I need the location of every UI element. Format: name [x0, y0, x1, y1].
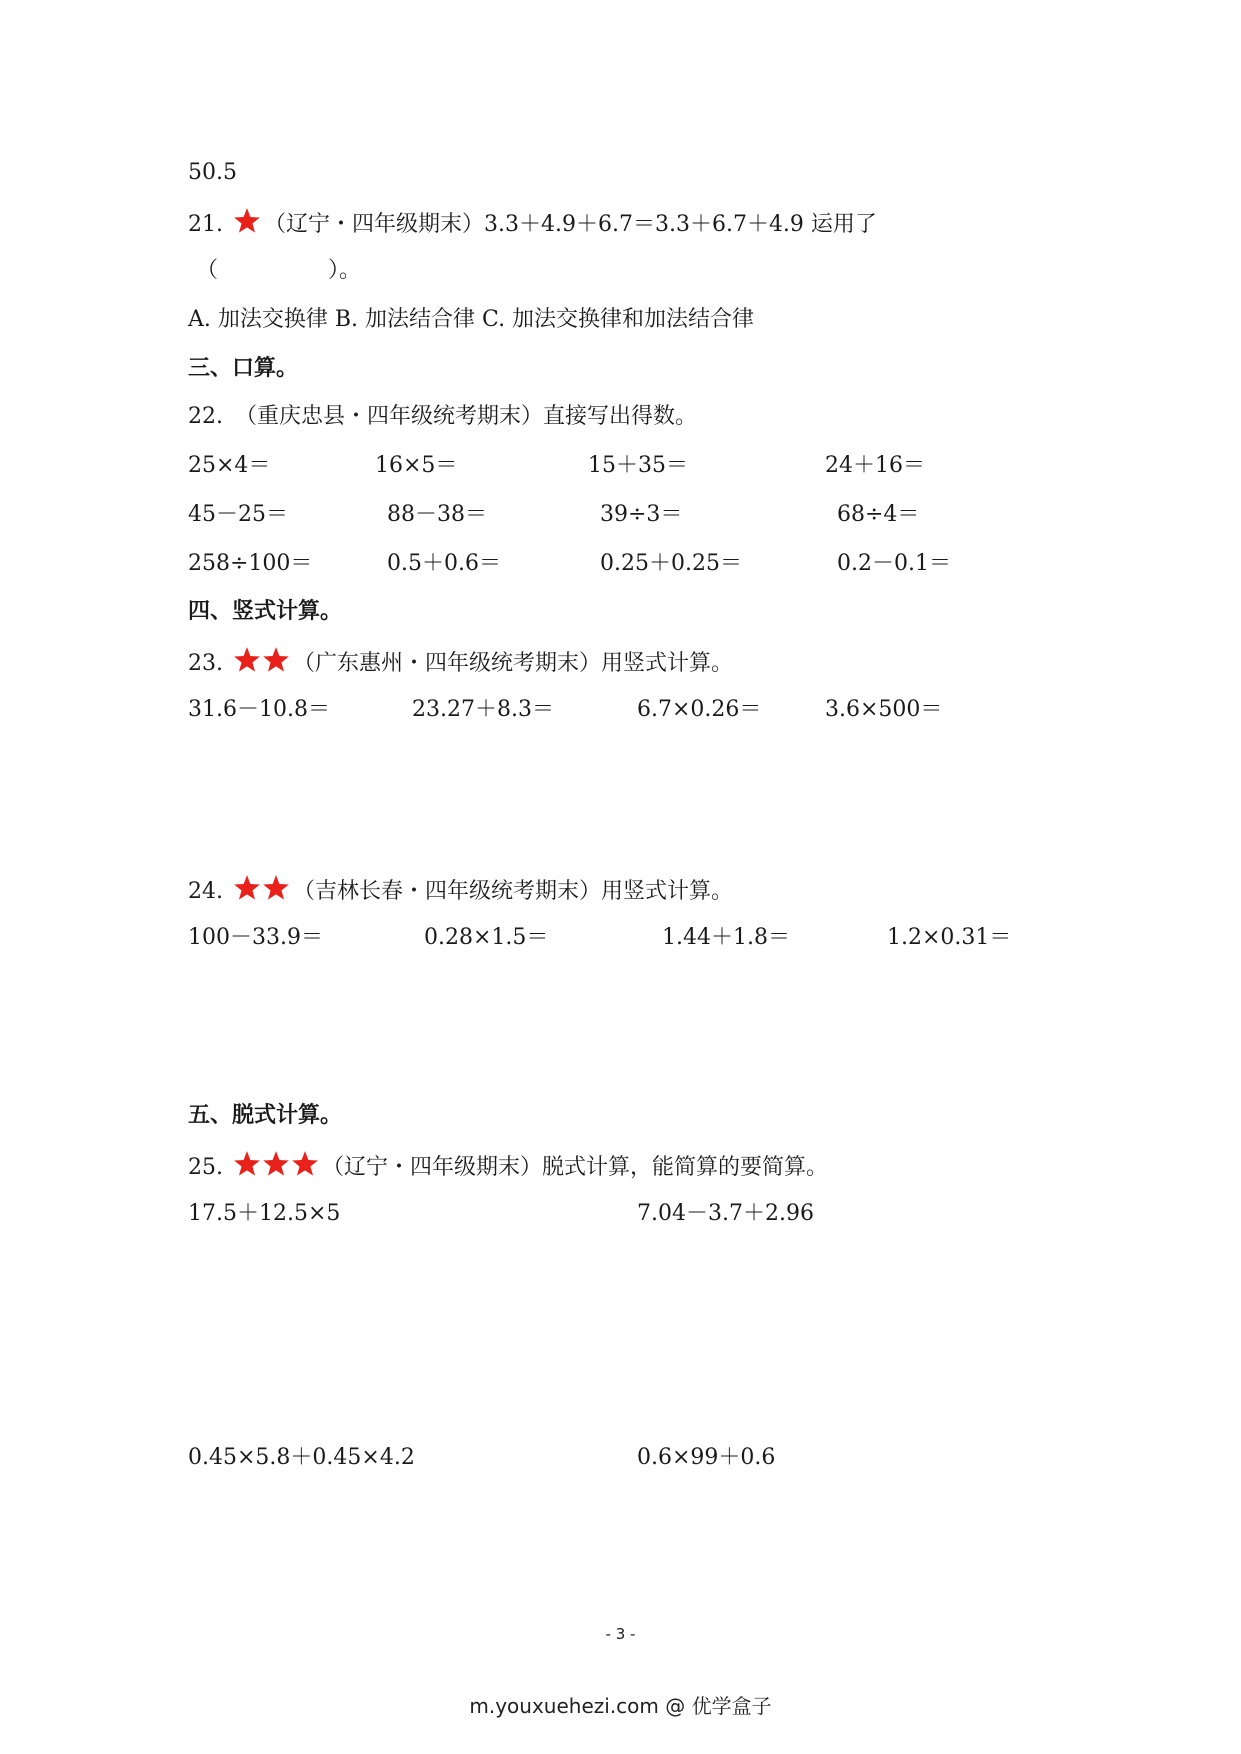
question-25	[188, 1150, 828, 1187]
mental-math-item: 0.5＋0.6＝	[387, 551, 501, 576]
mental-math-item: 39÷3＝	[600, 502, 683, 527]
mental-math-item: 25×4＝	[188, 453, 271, 478]
step-calc-item: 17.5＋12.5×5	[188, 1201, 341, 1226]
vertical-calc-item: 23.27＋8.3＝	[412, 697, 554, 722]
difficulty-stars	[233, 1150, 320, 1187]
star-icon	[291, 1150, 319, 1178]
star-icon	[262, 1150, 290, 1178]
question-number: 21.	[188, 212, 223, 237]
section-title-5: 五、脱式计算。	[188, 1103, 343, 1128]
mental-math-item: 15＋35＝	[588, 453, 688, 478]
vertical-calc-item: 31.6－10.8＝	[188, 697, 330, 722]
vertical-calc-item: 1.44＋1.8＝	[662, 925, 790, 950]
question-number: 23.	[188, 651, 223, 676]
vertical-calc-item: 1.2×0.31＝	[887, 925, 1012, 950]
question-number: 22.	[188, 404, 223, 429]
previous-answer: 50.5	[188, 160, 237, 185]
answer-blank: （ ）。	[196, 258, 362, 283]
vertical-calc-item: 6.7×0.26＝	[637, 697, 762, 722]
difficulty-stars	[233, 207, 262, 244]
difficulty-stars	[233, 874, 291, 911]
star-icon	[233, 646, 261, 674]
mental-math-item: 0.25＋0.25＝	[600, 551, 742, 576]
question-22	[188, 402, 697, 432]
mental-math-item: 16×5＝	[375, 453, 458, 478]
question-21	[188, 207, 877, 244]
page-number: - 3 -	[605, 1625, 636, 1643]
mental-math-item: 88－38＝	[387, 502, 487, 527]
mental-math-item: 0.2－0.1＝	[837, 551, 951, 576]
question-text: （辽宁・四年级期末）3.3＋4.9＋6.7＝3.3＋6.7＋4.9 运用了	[264, 212, 877, 237]
star-icon	[233, 874, 261, 902]
section-title-3: 三、口算。	[188, 356, 299, 381]
site-watermark: m.youxuehezi.com @ 优学盒子	[469, 1694, 772, 1718]
question-text: （重庆忠县・四年级统考期末）直接写出得数。	[235, 404, 698, 429]
step-calc-item: 7.04－3.7＋2.96	[637, 1201, 814, 1226]
question-24	[188, 874, 733, 911]
star-icon	[233, 207, 261, 235]
mental-math-item: 45－25＝	[188, 502, 288, 527]
question-number: 24.	[188, 879, 223, 904]
star-icon	[262, 874, 290, 902]
question-23	[188, 646, 733, 683]
vertical-calc-item: 100－33.9＝	[188, 925, 323, 950]
difficulty-stars	[233, 646, 291, 683]
mental-math-item: 68÷4＝	[837, 502, 920, 527]
section-title-4: 四、竖式计算。	[188, 599, 343, 624]
question-text: （辽宁・四年级期末）脱式计算，能简算的要简算。	[322, 1155, 829, 1180]
mental-math-item: 258÷100＝	[188, 551, 313, 576]
step-calc-item: 0.6×99＋0.6	[637, 1445, 776, 1470]
question-text: （吉林长春・四年级统考期末）用竖式计算。	[293, 879, 734, 904]
star-icon	[233, 1150, 261, 1178]
question-number: 25.	[188, 1155, 223, 1180]
vertical-calc-item: 0.28×1.5＝	[424, 925, 549, 950]
step-calc-item: 0.45×5.8＋0.45×4.2	[188, 1445, 415, 1470]
question-21-options: A. 加法交换律 B. 加法结合律 C. 加法交换律和加法结合律	[188, 307, 755, 332]
question-text: （广东惠州・四年级统考期末）用竖式计算。	[293, 651, 734, 676]
vertical-calc-item: 3.6×500＝	[825, 697, 943, 722]
star-icon	[262, 646, 290, 674]
mental-math-item: 24＋16＝	[825, 453, 925, 478]
